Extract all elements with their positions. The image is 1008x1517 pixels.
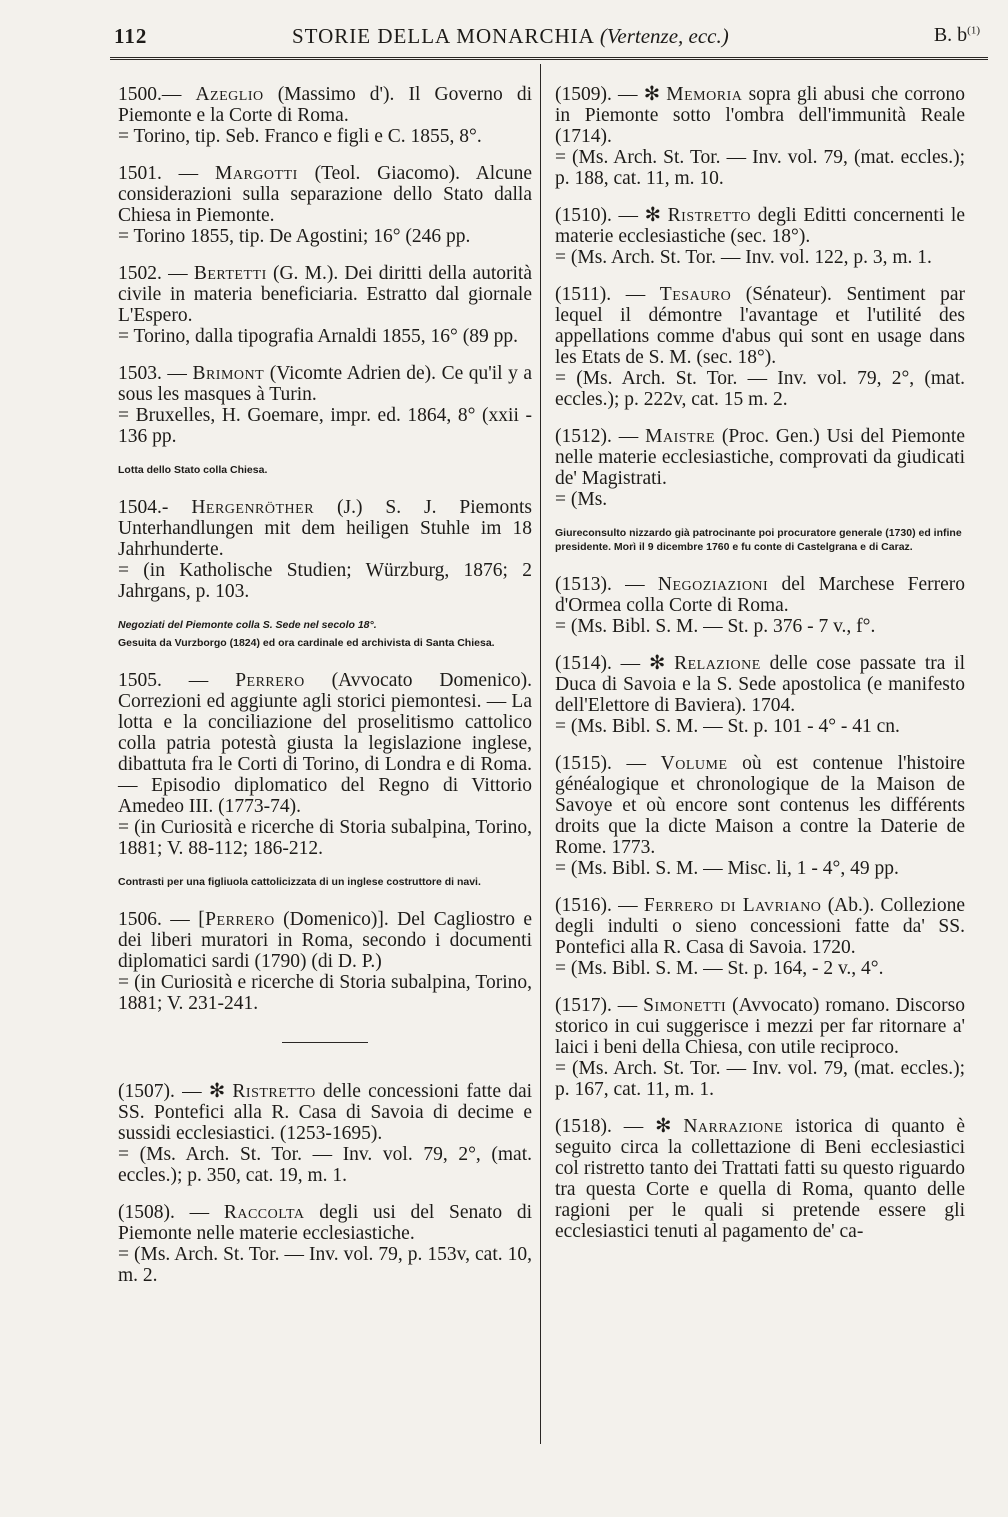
entry-author: Simonetti [643, 995, 727, 1016]
entry-number: 1502. — [118, 263, 188, 284]
entry-citation [118, 363, 532, 405]
running-title-sub: (Vertenze, ecc.) [599, 24, 729, 48]
entry-note-italic: Negoziati del Piemonte colla S. Sede nel secolo 18°. [118, 619, 377, 631]
entry-title: degli Editti concernenti le materie ecclesiastiche (sec. 18°). [555, 205, 965, 247]
entry-citation [555, 1116, 965, 1242]
bibliography-entry [118, 84, 532, 147]
entry-citation [118, 263, 532, 326]
entry-number: 1505. — [118, 670, 209, 691]
running-title [292, 24, 729, 49]
entry-title: delle cose passate tra il Duca di Savoia e la S. Sede apostolica (e manifesto dell'Elettore di Baviera). 1704. [555, 653, 966, 716]
bibliography-entry [555, 653, 965, 737]
entry-author: Hergenröther [191, 497, 315, 518]
entry-title: (J.) S. J. Piemonts Unterhandlungen mit dem heiligen Stuhle im 18 Jahrhunderte. [118, 497, 533, 560]
entry-citation [555, 895, 965, 958]
entry-publication: = (Ms. Arch. St. Tor. — Inv. vol. 79, (mat. eccles.); p. 188, cat. 11, m. 10. [555, 147, 965, 189]
entry-citation [555, 426, 965, 489]
entry-citation [555, 205, 965, 247]
entry-citation [555, 653, 965, 716]
entry-number: 1504.- [118, 497, 169, 518]
bibliography-entry [118, 263, 532, 347]
entry-publication: = (Ms. [555, 489, 608, 510]
entry-author: Perrero [235, 670, 305, 691]
entry-citation [118, 497, 532, 560]
bibliography-entry [118, 363, 532, 447]
entry-citation [118, 909, 532, 972]
entry-author: [Perrero [198, 909, 275, 930]
entry-number: (1516). — [555, 895, 638, 916]
entry-citation [118, 1081, 532, 1144]
entry-title: degli usi del Senato di Piemonte nelle materie ecclesiastiche. [118, 1202, 533, 1244]
entry-title: sopra gli abusi che corrono in Piemonte sotto l'ombra dell'immunità Reale (1714). [555, 84, 966, 147]
left-column [118, 84, 532, 1302]
entry-title: (Teol. Giacomo). Alcune considerazioni sulla separazione dello Stato dalla Chiesa in Piemonte. [118, 163, 533, 226]
entry-publication: = (Ms. Bibl. S. M. — St. p. 164, - 2 v., 4°. [555, 958, 884, 979]
entry-author: Bertetti [193, 263, 267, 284]
entry-citation [118, 163, 532, 226]
bibliography-entry [555, 895, 965, 979]
entry-number: (1510). — ✻ [555, 205, 662, 226]
bibliography-entry [118, 1081, 532, 1186]
entry-number: (1509). — ✻ [555, 84, 661, 105]
bibliography-entry [118, 163, 532, 247]
entry-number: (1515). — [555, 753, 646, 774]
entry-title: (Domenico)]. Del Cagliostro e dei liberi muratori in Roma, secondo i documenti diplomatici sardi (1790) (di D. P.) [118, 909, 533, 972]
entry-citation [118, 670, 532, 817]
entry-publication: = (in Curiosità e ricerche di Storia subalpina, Torino, 1881; V. 88-112; 186-212. [118, 817, 532, 859]
entry-author: Ferrero di Lavriano [643, 895, 822, 916]
entry-citation [555, 995, 965, 1058]
entry-citation [555, 84, 965, 147]
entry-title: delle concessioni fatte dai SS. Pontefici alla R. Casa di Savoia di decime e sussidi ecclesiastici. (1253-1695). [118, 1081, 533, 1144]
entry-citation [555, 753, 965, 858]
entry-title: (Massimo d'). Il Governo di Piemonte e la Corte di Roma. [118, 84, 532, 126]
entry-publication: = (in Katholische Studien; Würzburg, 1876; 2 Jahrgans, p. 103. [118, 560, 532, 602]
entry-author: Memoria [666, 84, 743, 105]
entry-number: (1514). — ✻ [555, 653, 666, 674]
entry-title: (G. M.). Dei diritti della autorità civile in materia beneficiaria. Estratto dal giornale L'Espero. [118, 263, 533, 326]
bibliography-entry [555, 753, 965, 879]
bibliography-entry [555, 205, 965, 268]
entry-citation [118, 1202, 532, 1244]
running-title-main: STORIE DELLA MONARCHIA [292, 24, 594, 48]
entry-citation [555, 574, 965, 616]
entry-author: Brimont [192, 363, 265, 384]
entry-note: Contrasti per una figliuola cattolicizzata di un inglese costruttore di navi. [118, 876, 481, 888]
signature-mark [934, 24, 980, 47]
signature-text: B. b [933, 24, 968, 46]
entry-citation [555, 284, 965, 368]
entry-number: (1518). — ✻ [555, 1116, 672, 1137]
entry-author: Ristretto [232, 1081, 316, 1102]
entry-author: Volume [660, 753, 728, 774]
entry-title: (Vicomte Adrien de). Ce qu'il y a sous les masques à Turin. [118, 363, 533, 405]
entry-publication: = Bruxelles, H. Goemare, impr. ed. 1864, 8° (xxii - 136 pp. [118, 405, 532, 447]
entry-note: Lotta dello Stato colla Chiesa. [118, 464, 268, 476]
entry-title: (Avvocato Domenico). Correzioni ed aggiunte agli storici piemontesi. — La lotta e la conciliazione del proselitismo cattolico colla patria potestà giusta la legislazione inglese, dibattuta fra le Corti di Torino, di Londra e di Roma. — Episodio diplomatico del Regno di Vittorio Amedeo III. (1773-74). [118, 670, 533, 817]
entry-title: (Sénateur). Sentiment par lequel il démontre l'avantage et l'utilité des appellations comme d'abus qui sont en usage dans les Etats de S. M. (sec. 18°). [555, 284, 966, 368]
bibliography-entry [555, 574, 965, 637]
entry-publication: = Torino 1855, tip. De Agostini; 16° (246 pp. [118, 226, 471, 247]
entry-title: istorica di quanto è seguito circa la collettazione di Beni ecclesiastici col ristretto tanto dei Trattati fatti su questo riguardo tra questa Corte e quella di Roma, quanto delle ragioni per le quali si pretende essere gli ecclesiastici tenuti al pagamento de' ca- [555, 1116, 966, 1242]
entry-number: 1503. — [118, 363, 187, 384]
bibliography-entry [555, 426, 965, 510]
entry-number: 1501. — [118, 163, 199, 184]
entry-author: Negoziazioni [657, 574, 769, 595]
entry-publication: = (Ms. Arch. St. Tor. — Inv. vol. 79, 2°, (mat. eccles.); p. 222v, cat. 15 m. 2. [555, 368, 965, 410]
entry-publication: = (Ms. Bibl. S. M. — Misc. li, 1 - 4°, 49 pp. [555, 858, 899, 879]
signature-sub: (1) [967, 24, 980, 37]
bibliography-entry [118, 670, 532, 859]
section-separator [282, 1042, 368, 1043]
entry-number: (1511). — [555, 284, 646, 305]
entry-number: 1500.— [118, 84, 182, 105]
running-header [114, 24, 986, 58]
entry-number: (1513). — [555, 574, 645, 595]
entry-number: 1506. — [118, 909, 190, 930]
bibliography-entry [118, 1202, 532, 1286]
entry-author: Relazione [674, 653, 761, 674]
bibliography-entry [118, 909, 532, 1014]
entry-author: Margotti [215, 163, 298, 184]
entry-title: où est contenue l'histoire généalogique et chronologique de la Maison de Savoye et où encore sont contenus les différents droits que la dicte Maison a contre la Daterie de Rome. 1773. [555, 753, 966, 858]
header-rule [110, 57, 988, 60]
entry-publication: = Torino, tip. Seb. Franco e figli e C. 1855, 8°. [118, 126, 482, 147]
entry-title: (Ab.). Collezione degli indulti o sieno concessioni fatte da' SS. Pontefici alla R. Casa di Savoia. 1720. [555, 895, 965, 958]
entry-title: (Avvocato) romano. Discorso storico in cui suggerisce i mezzi per far ritornare a' laici i beni della Chiesa, con utile reciproco. [555, 995, 965, 1058]
entry-title: (Proc. Gen.) Usi del Piemonte nelle materie ecclesiastiche, comprovati da giudicati de' Magistrati. [555, 426, 965, 489]
entry-author: Maistre [645, 426, 715, 447]
bibliography-entry [555, 284, 965, 410]
entry-publication: = (Ms. Arch. St. Tor. — Inv. vol. 79, (mat. eccles.); p. 167, cat. 11, m. 1. [555, 1058, 965, 1100]
entry-author: Raccolta [223, 1202, 305, 1223]
entry-author: Narrazione [683, 1116, 784, 1137]
entry-number: (1517). — [555, 995, 638, 1016]
bibliography-entry [555, 995, 965, 1100]
entry-title: del Marchese Ferrero d'Ormea colla Corte di Roma. [555, 574, 966, 616]
entry-number: (1508). — [118, 1202, 210, 1223]
entry-publication: = (Ms. Bibl. S. M. — St. p. 101 - 4° - 41 cn. [555, 716, 900, 737]
entry-author: Ristretto [667, 205, 752, 226]
entry-publication: = (Ms. Bibl. S. M. — St. p. 376 - 7 v., f°. [555, 616, 876, 637]
entry-publication: = (Ms. Arch. St. Tor. — Inv. vol. 79, 2°, (mat. eccles.); p. 350, cat. 19, m. 1. [118, 1144, 532, 1186]
entry-note: Gesuita da Vurzborgo (1824) ed ora cardinale ed archivista di Santa Chiesa. [118, 637, 495, 649]
entry-author: Tesauro [659, 284, 732, 305]
bibliography-entry [555, 1116, 965, 1242]
bibliography-entry [118, 497, 532, 602]
entry-publication: = (Ms. Arch. St. Tor. — Inv. vol. 122, p. 3, m. 1. [555, 247, 932, 268]
entry-publication: = (Ms. Arch. St. Tor. — Inv. vol. 79, p. 153v, cat. 10, m. 2. [118, 1244, 532, 1286]
entry-citation [118, 84, 532, 126]
entry-number: (1507). — ✻ [118, 1081, 226, 1102]
entry-note: Giureconsulto nizzardo già patrocinante poi procuratore generale (1730) ed infine presidente. Morì il 9 dicembre 1760 e fu conte di Castelgrana e di Caraz. [555, 527, 962, 553]
bibliography-entry [555, 84, 965, 189]
right-column [555, 84, 965, 1258]
page-number: 112 [114, 24, 148, 48]
entry-publication: = Torino, dalla tipografia Arnaldi 1855, 16° (89 pp. [118, 326, 518, 347]
entry-publication: = (in Curiosità e ricerche di Storia subalpina, Torino, 1881; V. 231-241. [118, 972, 532, 1014]
column-divider [540, 64, 541, 1444]
entry-number: (1512). — [555, 426, 639, 447]
entry-author: Azeglio [195, 84, 264, 105]
